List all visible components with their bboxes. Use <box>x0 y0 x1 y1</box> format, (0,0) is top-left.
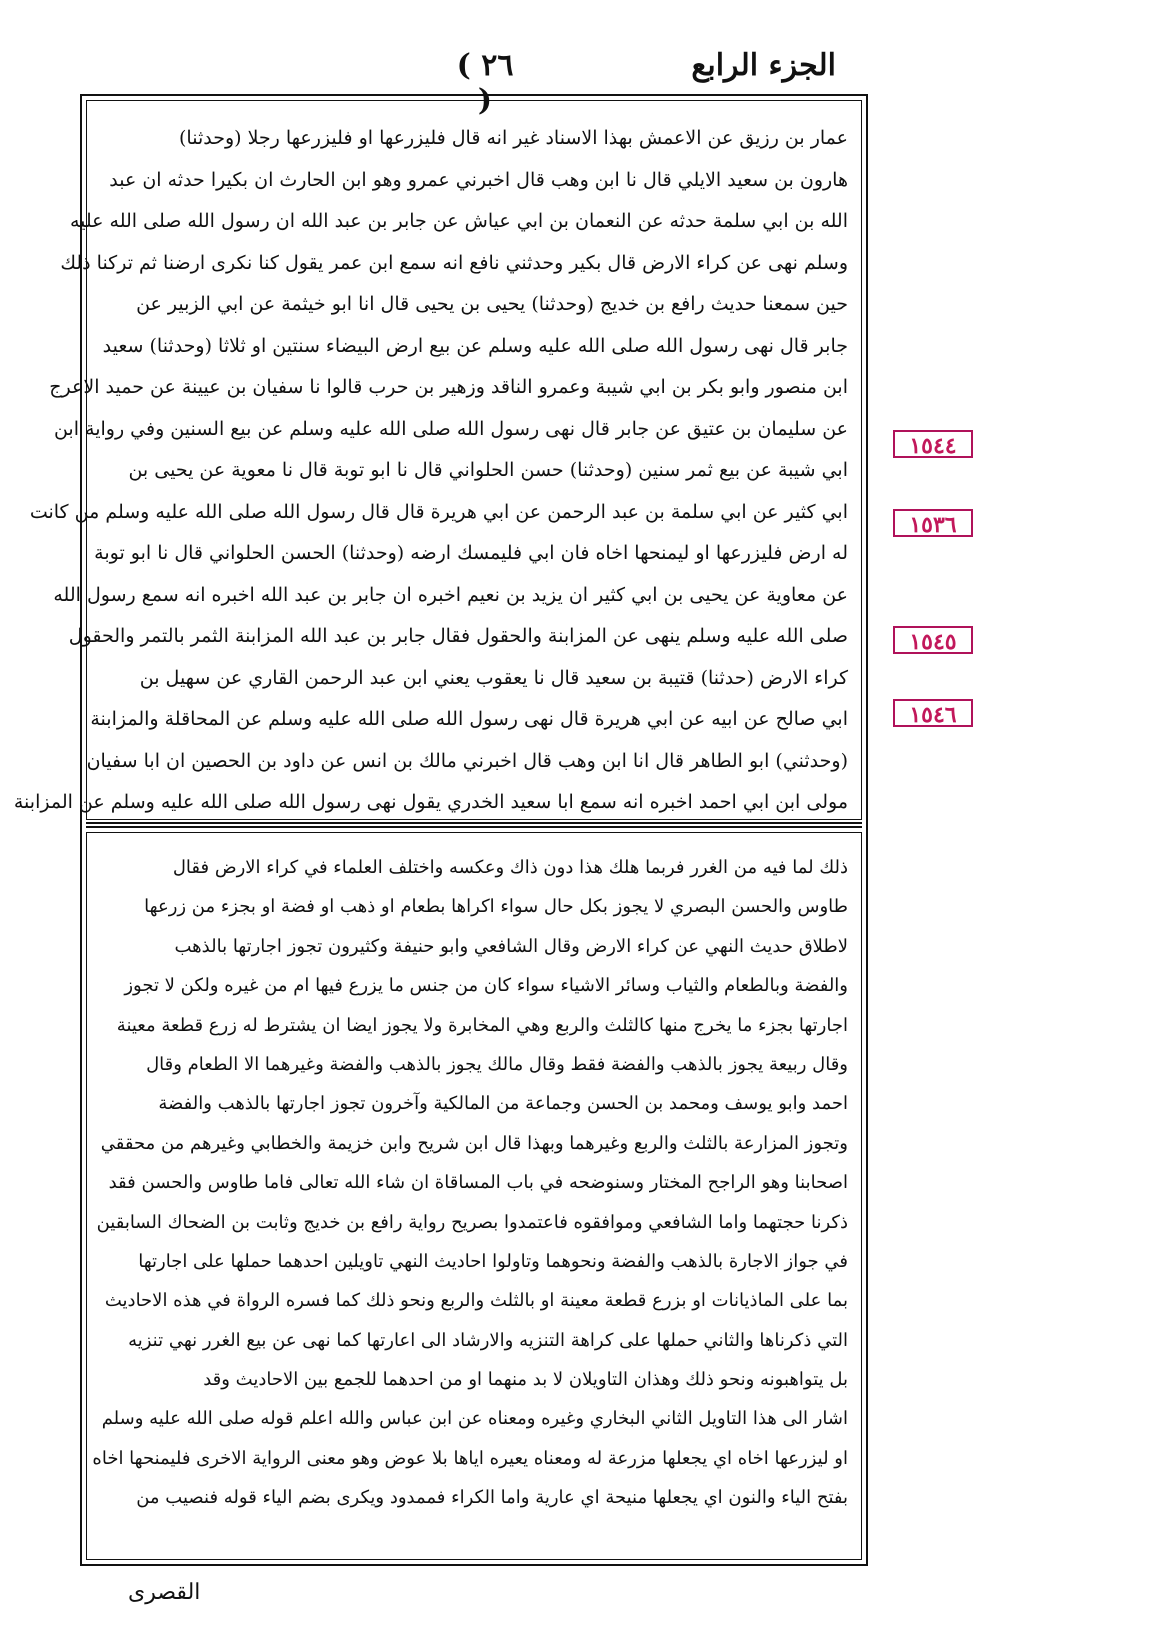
hadith-line: ابن منصور وابو بكر بن ابي شيبة وعمرو الناقد وزهير بن حرب قالوا نا سفيان بن عيينة عن حميد الاعرج <box>49 376 848 398</box>
hadith-line: جابر قال نهى رسول الله صلى الله عليه وسلم عن بيع ارض البيضاء سنتين او ثلاثا (وحدثنا) سعيد <box>102 334 848 357</box>
margin-number-1545: ١٥٤٥ <box>893 626 973 654</box>
commentary-line: ذكرنا حجتهما واما الشافعي وموافقوه فاعتمدوا بصريح رواية رافع بن خديج وثابت بن الضحاك السابقين <box>96 1211 848 1233</box>
commentary-line: وقال ربيعة يجوز بالذهب والفضة فقط وقال مالك يجوز بالذهب والفضة وغيرهما الا الطعام وقال <box>146 1053 848 1075</box>
commentary-line: احمد وابو يوسف ومحمد بن الحسن وجماعة من المالكية وآخرون تجوز اجارتها بالذهب والفضة <box>158 1093 848 1115</box>
commentary-text <box>92 848 848 1518</box>
hadith-line: عمار بن رزيق عن الاعمش بهذا الاسناد غير انه قال فليزرعها او فليزرعها رجلا (وحدثنا) <box>179 127 848 149</box>
commentary-line: التي ذكرناها والثاني حملها على كراهة التنزيه والارشاد الى اعارتها كما نهى عن بيع الغرر نهي تنزيه <box>128 1329 848 1351</box>
commentary-line: بل يتواهبونه ونحو ذلك وهذان التاويلان لا بد منهما او من احدهما للجمع بين الاحاديث وقد <box>203 1369 848 1391</box>
margin-number-1544: ١٥٤٤ <box>893 430 973 458</box>
margin-number-1536: ١٥٣٦ <box>893 509 973 537</box>
hadith-line: ابي صالح عن ابيه عن ابي هريرة قال نهى رسول الله صلى الله عليه وسلم عن المحاقلة والمزابنة <box>90 708 848 730</box>
hadith-text <box>13 118 848 824</box>
commentary-line: في جواز الاجارة بالذهب والفضة ونحوهما وتاولوا احاديث النهي تاويلين احدهما حملها على اجارتها <box>138 1250 848 1272</box>
commentary-line: بما على الماذيانات او بزرع قطعة معينة او بالثلث والربع ونحو ذلك كما فسره الرواة في هذه الاحاديث <box>104 1290 848 1312</box>
hadith-line: ابي شيبة عن بيع ثمر سنين (وحدثنا) حسن الحلواني قال نا ابو توبة قال نا معوية عن يحيى بن <box>128 459 848 481</box>
commentary-line: وتجوز المزارعة بالثلث والربع وغيرهما وبهذا قال ابن شريح وابن خزيمة والخطابي وغيرهم من محققي <box>100 1132 848 1154</box>
hadith-line: هارون بن سعيد الايلي قال نا ابن وهب قال اخبرني عمرو وهو ابن الحارث ان بكيرا حدثه ان عبد <box>109 168 848 191</box>
hadith-line: مولى ابن ابي احمد اخبره انه سمع ابا سعيد الخدري يقول نهى رسول الله صلى الله عليه وسلم عن المزابنة <box>13 791 848 813</box>
hadith-line: ابي كثير عن ابي سلمة بن عبد الرحمن عن ابي هريرة قال قال رسول الله صلى الله عليه وسلم من كانت <box>29 500 848 523</box>
hadith-line: عن معاوية عن يحيى بن ابي كثير ان يزيد بن نعيم اخبره ان جابر بن عبد الله اخبره انه سمع رسول الله <box>53 583 848 606</box>
commentary-line: لاطلاق حديث النهي عن كراء الارض وقال الشافعي وابو حنيفة وكثيرون تجوز اجارتها بالذهب <box>174 935 848 957</box>
page-number: ( ٢٦ ) <box>456 48 514 118</box>
footer-publisher: القصرى <box>128 1580 201 1605</box>
hadith-line: صلى الله عليه وسلم ينهى عن المزابنة والحقول فقال جابر بن عبد الله المزابنة الثمر بالتمر والحقول <box>68 625 848 647</box>
header-part-title: الجزء الرابع <box>691 48 836 83</box>
hadith-line: عن سليمان بن عتيق عن جابر قال نهى رسول الله صلى الله عليه وسلم عن بيع السنين وفي رواية ابن <box>53 417 848 440</box>
commentary-line: ذلك لما فيه من الغرر فربما هلك هذا دون ذاك وعكسه واختلف العلماء في كراء الارض فقال <box>172 857 848 878</box>
hadith-line: وسلم نهى عن كراء الارض قال بكير وحدثني نافع انه سمع ابن عمر يقول كنا نكرى ارضنا ثم تركنا ذلك <box>60 251 848 274</box>
hadith-line: حين سمعنا حديث رافع بن خديج (وحدثنا) يحيى بن يحيى قال انا ابو خيثمة عن ابي الزبير عن <box>136 293 848 315</box>
commentary-line: اجارتها بجزء ما يخرج منها كالثلث والربع وهي المخابرة ولا يجوز ايضا ان يشترط له زرع قطعة معينة <box>116 1014 848 1036</box>
commentary-line: طاوس والحسن البصري لا يجوز بكل حال سواء اكراها بطعام او ذهب او فضة او بجزء من زرعها <box>144 896 848 918</box>
hadith-line: له ارض فليزرعها او ليمنحها اخاه فان ابي فليمسك ارضه (وحدثنا) الحسن الحلواني قال نا ابو توبة <box>94 542 848 564</box>
commentary-line: بفتح الياء والنون اي يجعلها منيحة اي عارية واما الكراء فممدود ويكرى بضم الياء قوله فنصيب من <box>136 1487 848 1509</box>
hadith-line: كراء الارض (حدثنا) قتيبة بن سعيد قال نا يعقوب يعني ابن عبد الرحمن القاري عن سهيل بن <box>139 666 848 689</box>
commentary-line: اصحابنا وهو الراجح المختار وسنوضحه في باب المساقاة ان شاء الله تعالى فاما طاوس والحسن فقد <box>108 1172 848 1194</box>
hadith-line: الله بن ابي سلمة حدثه عن النعمان بن ابي عياش عن جابر بن عبد الله ان رسول الله صلى الله عليه <box>69 210 848 232</box>
margin-number-1546: ١٥٤٦ <box>893 699 973 727</box>
commentary-line: اشار الى هذا التاويل الثاني البخاري وغيره ومعناه عن ابن عباس والله اعلم قوله صلى الله عليه وسلم <box>101 1408 848 1430</box>
hadith-line: (وحدثني) ابو الطاهر قال انا ابن وهب قال اخبرني مالك بن انس عن داود بن الحصين ان ابا سفيان <box>86 749 848 772</box>
commentary-line: والفضة وبالطعام والثياب وسائر الاشياء سواء كان من جنس ما يزرع فيها ام من غيره ولكن لا تجوز <box>124 975 848 997</box>
commentary-line: او ليزرعها اخاه اي يجعلها مزرعة له ومعناه يعيره اياها بلا عوض وهو معنى الرواية الاخرى فليمنحها اخاه <box>92 1447 848 1469</box>
